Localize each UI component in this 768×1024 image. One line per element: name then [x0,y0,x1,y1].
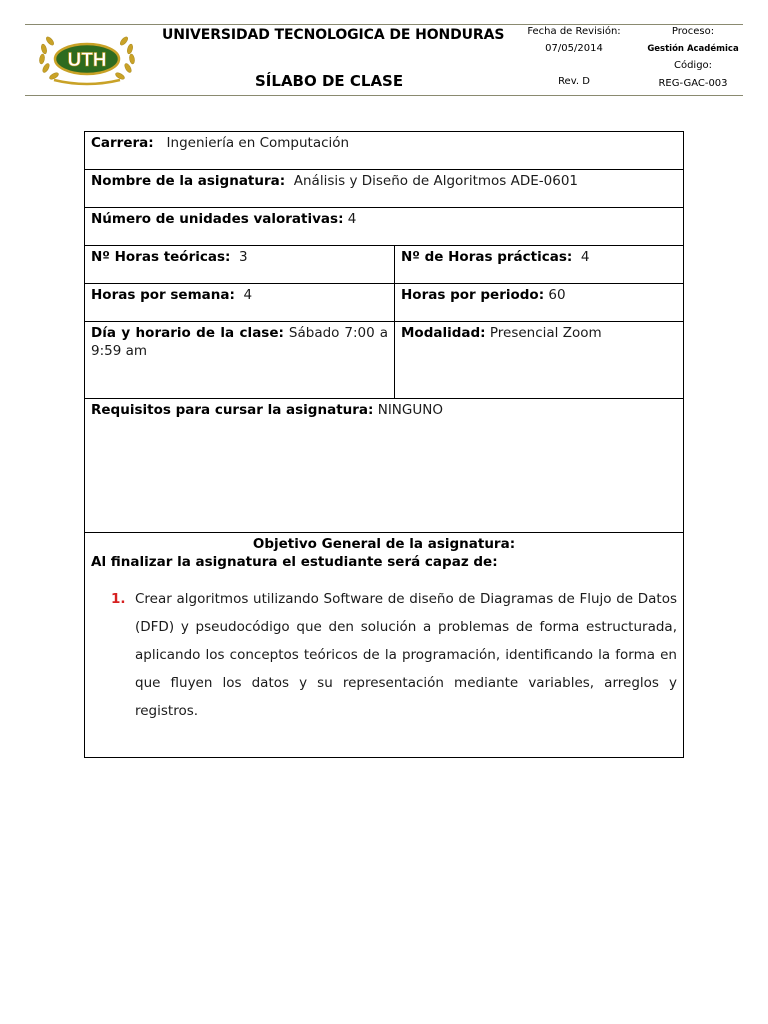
requirements-label: Requisitos para cursar la asignatura: [91,402,374,418]
units-label: Número de unidades valorativas: [91,211,344,227]
schedule-value: Sábado 7:00 a 9:59 am [91,325,389,359]
svg-text:UTH: UTH [67,50,107,71]
requirements-cell [85,399,684,533]
modality-label: Modalidad: [401,325,486,341]
document-title: SÍLABO DE CLASE [255,72,404,90]
syllabus-table [84,131,684,758]
process-value: Gestión Académica [647,44,739,54]
schedule-label: Día y horario de la clase: [91,325,284,341]
revision-number: Rev. D [558,76,590,87]
code-label: Código: [673,60,713,71]
objective-number: 1. [111,591,126,607]
hours-row [85,246,684,284]
objectives-list [91,585,677,725]
units-cell [85,208,684,246]
weekly-hours-label: Horas por semana: [91,287,235,303]
schedule-row [85,322,684,399]
requirements-row [85,399,684,533]
theory-hours-value: 3 [239,249,248,265]
practice-hours-cell [395,246,684,284]
objective-title: Objetivo General de la asignatura: [252,536,516,552]
theory-hours-label: Nº Horas teóricas: [91,249,231,265]
load-row [85,284,684,322]
practice-hours-label: Nº de Horas prácticas: [401,249,573,265]
header-top-rule [25,24,743,25]
weekly-hours-cell [85,284,395,322]
subject-label: Nombre de la asignatura: [91,173,286,189]
theory-hours-cell [85,246,395,284]
revision-date: 07/05/2014 [545,43,603,54]
period-hours-cell [395,284,684,322]
career-value: Ingeniería en Computación [166,135,350,151]
uth-logo [32,28,142,88]
period-hours-value: 60 [548,287,566,303]
university-name: UNIVERSIDAD TECNOLOGICA DE HONDURAS [162,27,505,43]
weekly-hours-value: 4 [243,287,253,303]
career-row [85,132,684,170]
objectives-row [85,533,684,758]
subject-value: Análisis y Diseño de Algoritmos ADE-0601 [293,173,579,189]
objective-item [91,585,677,725]
units-row [85,208,684,246]
requirements-value: NINGUNO [377,402,443,418]
period-hours-label: Horas por periodo: [401,287,545,303]
modality-cell [395,322,684,399]
objective-intro: Al finalizar la asignatura el estudiante será capaz de: [91,554,498,570]
modality-value: Presencial Zoom [489,325,602,341]
career-label: Carrera: [91,135,154,151]
header-bottom-rule [25,95,743,96]
objectives-cell [85,533,684,758]
subject-row [85,170,684,208]
career-cell [85,132,684,170]
process-label: Proceso: [671,26,715,37]
code-value: REG-GAC-003 [658,78,728,89]
objective-text: Crear algoritmos utilizando Software de diseño de Diagramas de Flujo de Datos (DFD) y pseudocódigo que den solución a problemas de forma estructurada, aplicando los conceptos teóricos de la programación, identificando la forma en que fluyen los datos y su representación mediante variables, arreglos y registros. [135,591,677,719]
units-value: 4 [347,211,357,227]
revision-date-label: Fecha de Revisión: [527,26,621,37]
practice-hours-value: 4 [580,249,590,265]
schedule-cell [85,322,395,399]
subject-cell [85,170,684,208]
